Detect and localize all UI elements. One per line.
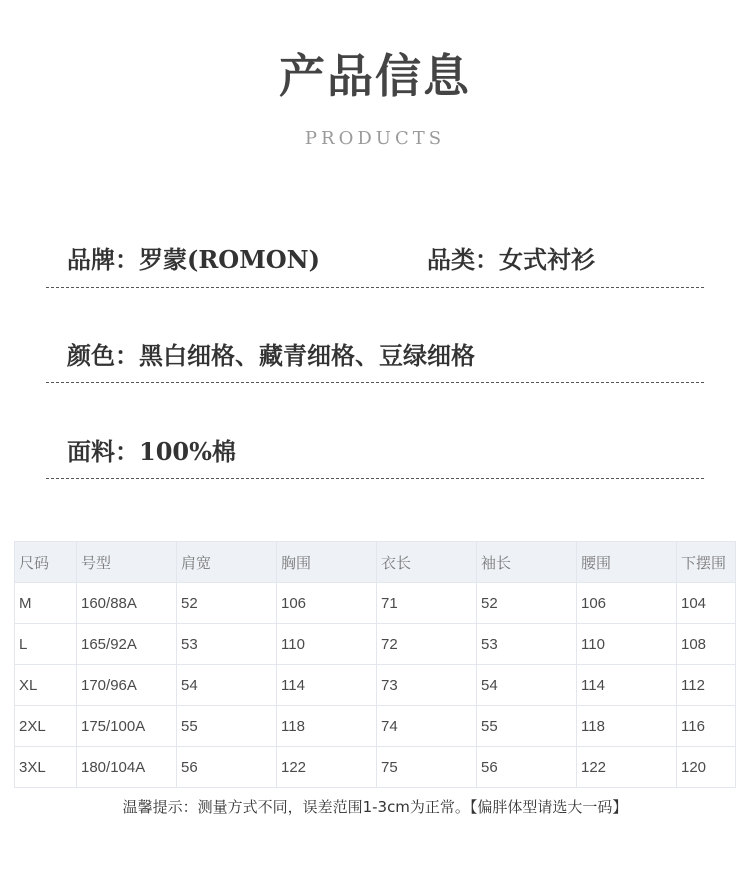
table-cell: 3XL bbox=[15, 747, 77, 788]
size-note: 温馨提示：测量方式不同，误差范围1-3cm为正常。【偏胖体型请选大一码】 bbox=[122, 798, 628, 816]
table-cell: 112 bbox=[677, 665, 736, 706]
table-cell: 52 bbox=[177, 583, 277, 624]
table-cell: 52 bbox=[477, 583, 577, 624]
table-cell: 53 bbox=[477, 624, 577, 665]
table-cell: L bbox=[15, 624, 77, 665]
table-cell: XL bbox=[15, 665, 77, 706]
table-cell: 116 bbox=[677, 706, 736, 747]
table-cell: 108 bbox=[677, 624, 736, 665]
divider bbox=[46, 287, 704, 288]
table-cell: 114 bbox=[577, 665, 677, 706]
column-header: 袖长 bbox=[477, 542, 577, 583]
column-header: 尺码 bbox=[15, 542, 77, 583]
table-cell: 104 bbox=[677, 583, 736, 624]
table-row bbox=[15, 706, 736, 747]
table-cell: 54 bbox=[477, 665, 577, 706]
table-row bbox=[15, 665, 736, 706]
column-header: 下摆围 bbox=[677, 542, 736, 583]
table-cell: 118 bbox=[277, 706, 377, 747]
table-cell: 120 bbox=[677, 747, 736, 788]
table-cell: 55 bbox=[477, 706, 577, 747]
column-header: 号型 bbox=[77, 542, 177, 583]
size-table bbox=[14, 541, 736, 788]
table-row bbox=[15, 624, 736, 665]
page-subtitle: PRODUCTS bbox=[304, 128, 446, 149]
column-header: 胸围 bbox=[277, 542, 377, 583]
table-cell: 71 bbox=[377, 583, 477, 624]
table-cell: 106 bbox=[277, 583, 377, 624]
column-header: 腰围 bbox=[577, 542, 677, 583]
divider bbox=[46, 382, 704, 383]
table-cell: 122 bbox=[277, 747, 377, 788]
table-cell: 106 bbox=[577, 583, 677, 624]
table-cell: 165/92A bbox=[77, 624, 177, 665]
table-row bbox=[15, 747, 736, 788]
table-cell: 160/88A bbox=[77, 583, 177, 624]
category-text: 品类：女式衬衫 bbox=[427, 245, 595, 274]
table-cell: 175/100A bbox=[77, 706, 177, 747]
table-cell: 72 bbox=[377, 624, 477, 665]
table-cell: 122 bbox=[577, 747, 677, 788]
table-cell: 118 bbox=[577, 706, 677, 747]
table-cell: 53 bbox=[177, 624, 277, 665]
table-row bbox=[15, 583, 736, 624]
divider bbox=[46, 478, 704, 479]
table-cell: 110 bbox=[277, 624, 377, 665]
table-cell: M bbox=[15, 583, 77, 624]
table-cell: 170/96A bbox=[77, 665, 177, 706]
table-cell: 56 bbox=[177, 747, 277, 788]
size-table-header bbox=[15, 542, 736, 583]
table-cell: 56 bbox=[477, 747, 577, 788]
fabric-text: 面料：100%棉 bbox=[67, 437, 236, 466]
table-cell: 54 bbox=[177, 665, 277, 706]
color-text: 颜色：黑白细格、藏青细格、豆绿细格 bbox=[67, 341, 475, 370]
table-cell: 2XL bbox=[15, 706, 77, 747]
info-row-brand-category bbox=[67, 240, 595, 275]
table-cell: 55 bbox=[177, 706, 277, 747]
column-header: 肩宽 bbox=[177, 542, 277, 583]
brand-text: 品牌：罗蒙(ROMON) bbox=[67, 245, 320, 274]
table-cell: 114 bbox=[277, 665, 377, 706]
table-cell: 180/104A bbox=[77, 747, 177, 788]
table-cell: 73 bbox=[377, 665, 477, 706]
table-cell: 74 bbox=[377, 706, 477, 747]
page-title: 产品信息 bbox=[279, 49, 471, 103]
column-header: 衣长 bbox=[377, 542, 477, 583]
table-cell: 110 bbox=[577, 624, 677, 665]
table-cell: 75 bbox=[377, 747, 477, 788]
